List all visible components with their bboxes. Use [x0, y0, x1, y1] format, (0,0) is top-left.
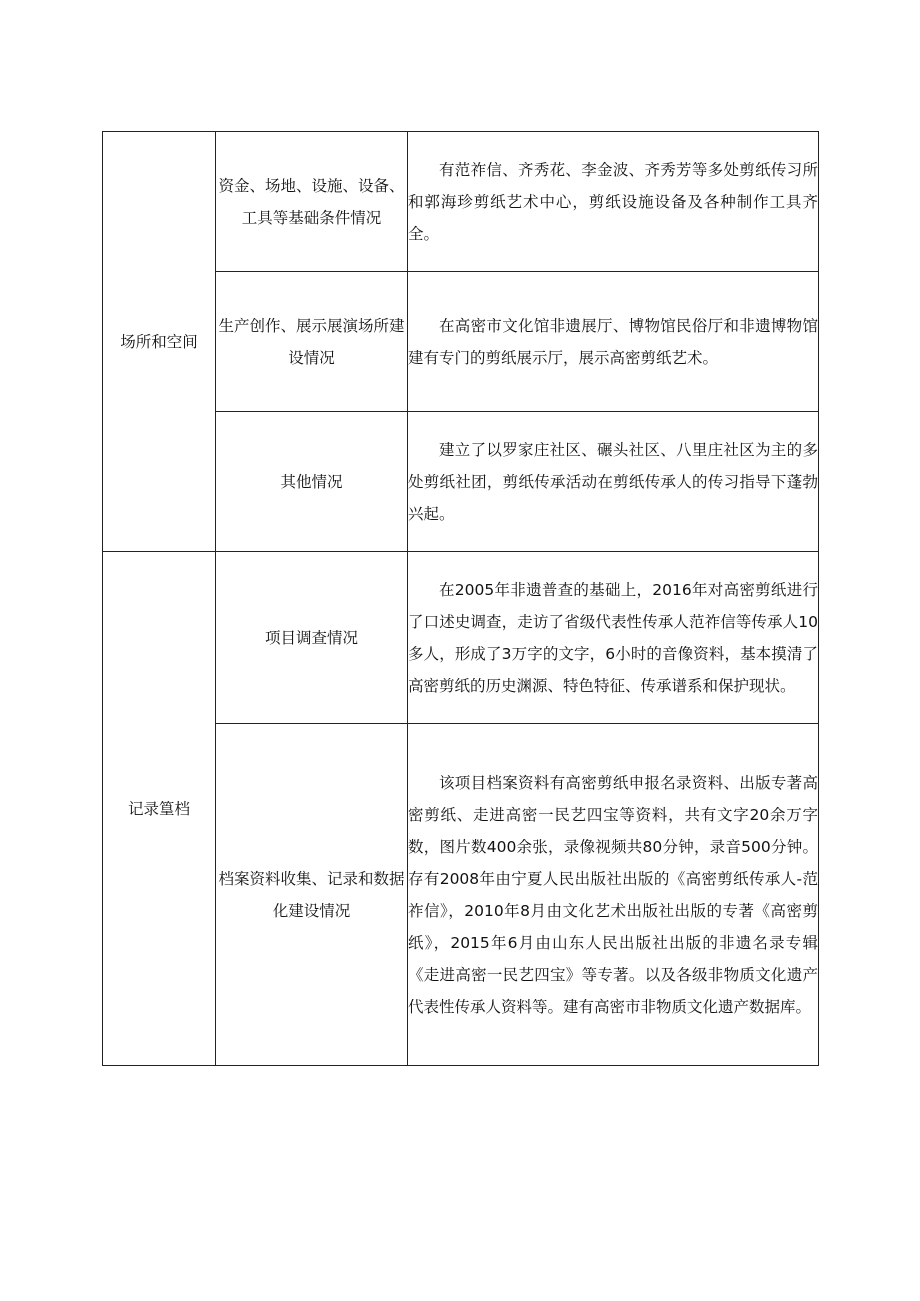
item-cell-survey: 项目调查情况 [216, 552, 408, 724]
table-row [103, 552, 819, 724]
category-cell-records: 记录篁档 [103, 552, 216, 1066]
item-cell-infrastructure: 资金、场地、设施、设备、工具等基础条件情况 [216, 132, 408, 272]
category-cell-venue: 场所和空间 [103, 132, 216, 552]
content-text: 在高密市文化馆非遗展厅、博物馆民俗厅和非遗博物馆建有专门的剪纸展示厅，展示高密剪纸艺术。 [408, 316, 818, 367]
content-cell-other [408, 412, 819, 552]
item-cell-exhibition-venues: 生产创作、展示展演场所建设情况 [216, 272, 408, 412]
content-cell-exhibition-venues [408, 272, 819, 412]
content-cell-survey [408, 552, 819, 724]
content-text: 有范祚信、齐秀花、李金波、齐秀芳等多处剪纸传习所和郭海珍剪纸艺术中心，剪纸设施设备及各种制作工具齐全。 [408, 160, 818, 243]
table-row [103, 132, 819, 272]
content-text: 建立了以罗家庄社区、碾头社区、八里庄社区为主的多处剪纸社团，剪纸传承活动在剪纸传承人的传习指导下蓬勃兴起。 [408, 440, 818, 523]
content-cell-infrastructure [408, 132, 819, 272]
content-cell-archives [408, 724, 819, 1066]
content-text: 该项目档案资料有高密剪纸申报名录资料、出版专著高密剪纸、走进高密一民艺四宝等资料，共有文字20余万字数，图片数400余张，录像视频共80分钟，录音500分钟。存有2008年由宁夏人民出版社出版的《高密剪纸传承人-范祚信》，2010年8月由文化艺术出版社出版的专著《高密剪纸》，2015年6月由山东人民出版社出版的非遗名录专辑《走进高密一民艺四宝》等专著。以及各级非物质文化遗产代表性传承人资料等。建有高密市非物质文化遗产数据库。 [408, 773, 818, 1016]
document-table [102, 131, 819, 1066]
item-cell-archives: 档案资料收集、记录和数据化建设情况 [216, 724, 408, 1066]
content-text: 在2005年非遗普查的基础上，2016年对高密剪纸进行了口述史调查，走访了省级代表性传承人范祚信等传承人10多人，形成了3万字的文字，6小时的音像资料，基本摸清了高密剪纸的历史渊源、特色特征、传承谱系和保护现状。 [408, 580, 818, 695]
item-cell-other: 其他情况 [216, 412, 408, 552]
